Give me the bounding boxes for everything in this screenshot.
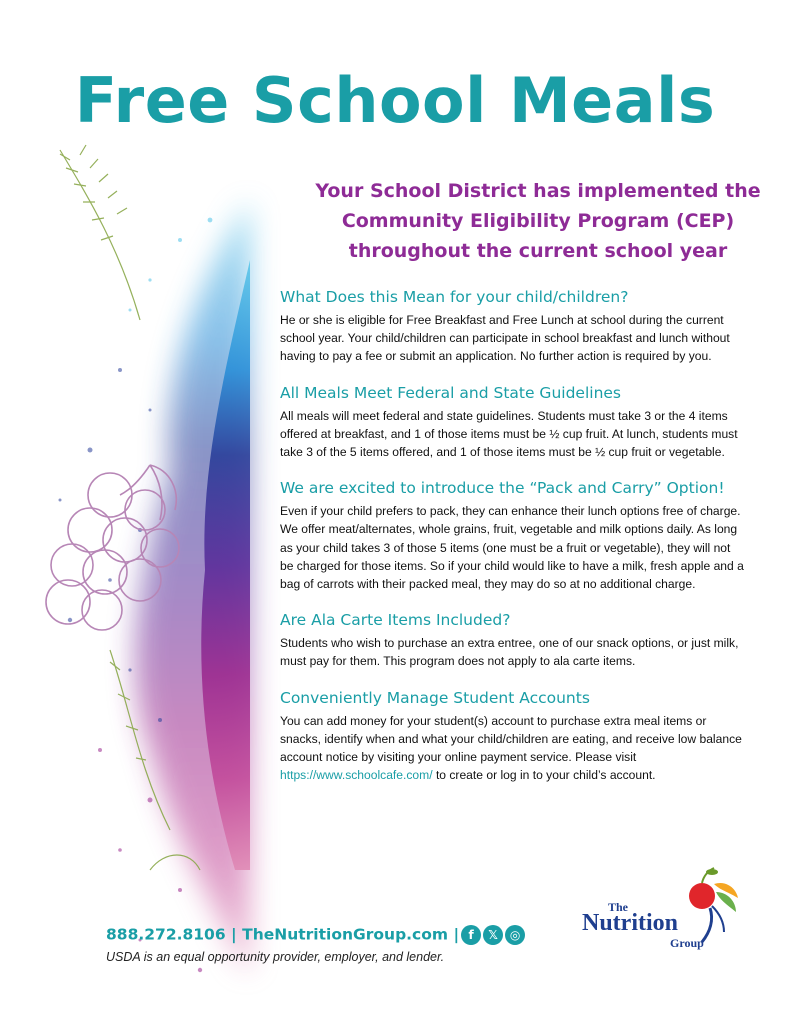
section-heading: Are Ala Carte Items Included? bbox=[280, 611, 511, 630]
cep-announcement-line-1: Your School District has implemented the bbox=[315, 180, 761, 202]
section-body-text: You can add money for your student(s) account to purchase extra meal items or snacks, identify when and what your child/children are eating, and receive low balance account notice by visiting your online payment service. Please visit bbox=[280, 713, 742, 765]
section-body: He or she is eligible for Free Breakfast and Free Lunch at school during the current school year. Your child/children can participate in school breakfast and lunch without having to pay a fee or submit an application. No further action is required by you. bbox=[280, 313, 730, 364]
nutrition-group-logo bbox=[580, 862, 740, 952]
section-body bbox=[280, 712, 745, 785]
section-meal-guidelines bbox=[280, 384, 745, 462]
section-heading: We are excited to introduce the “Pack and Carry” Option! bbox=[280, 479, 725, 498]
usda-disclaimer: USDA is an equal opportunity provider, employer, and lender. bbox=[106, 950, 445, 964]
section-what-does-this-mean bbox=[280, 288, 745, 366]
section-body: Students who wish to purchase an extra entree, one of our snack options, or just milk, must pay for them. This program does not apply to ala carte items. bbox=[280, 636, 739, 669]
section-heading: All Meals Meet Federal and State Guidelines bbox=[280, 383, 621, 402]
website-link[interactable]: TheNutritionGroup.com bbox=[242, 925, 449, 944]
section-body: All meals will meet federal and state guidelines. Students must take 3 or the 4 items offered at breakfast, and 1 of those items must be ½ cup fruit. At lunch, students must take 3 of the 5 items offered, and 1 of those items must be ½ cup fruit or vegetable. bbox=[280, 408, 738, 460]
logo-the: The bbox=[608, 900, 629, 914]
footer-separator: | bbox=[453, 925, 460, 944]
phone-number: 888.272.8106 bbox=[106, 925, 226, 944]
instagram-icon[interactable]: ◎ bbox=[505, 925, 525, 945]
schoolcafe-link[interactable]: https://www.schoolcafe.com/ bbox=[280, 768, 433, 783]
section-heading: What Does this Mean for your child/children? bbox=[280, 288, 629, 306]
paint-splash-illustration bbox=[0, 110, 300, 1010]
cep-announcement-line-2: Community Eligibility Program (CEP) bbox=[341, 210, 735, 232]
logo-name: Nutrition bbox=[582, 910, 678, 936]
x-icon[interactable]: 𝕏 bbox=[483, 925, 503, 945]
footer-contact bbox=[106, 925, 525, 945]
main-content bbox=[280, 288, 745, 802]
facebook-icon[interactable]: f bbox=[461, 925, 481, 945]
section-pack-and-carry bbox=[280, 479, 745, 593]
section-body-text-end: to create or log in to your child’s account. bbox=[432, 768, 656, 783]
section-ala-carte bbox=[280, 611, 745, 670]
section-body: Even if your child prefers to pack, they can enhance their lunch options free of charge. We offer meat/alternates, whole grains, fruit, vegetable and milk options daily. As long as your child takes 3 of those 5 items (one must be a fruit or vegetable), they will not be charged for those items. So if your child would like to have a milk, fresh apple and a bag of carrots with their packed meal, they may do so at no additional charge. bbox=[280, 504, 744, 592]
footer-separator: | bbox=[231, 925, 237, 944]
page-title: Free School Meals bbox=[74, 64, 716, 137]
section-student-accounts bbox=[280, 689, 745, 785]
cep-announcement-line-3: throughout the current school year bbox=[348, 240, 728, 262]
section-heading: Conveniently Manage Student Accounts bbox=[280, 688, 590, 707]
cep-announcement bbox=[298, 176, 778, 266]
fruit-logo-icon bbox=[684, 862, 740, 944]
logo-group: Group bbox=[670, 936, 704, 950]
